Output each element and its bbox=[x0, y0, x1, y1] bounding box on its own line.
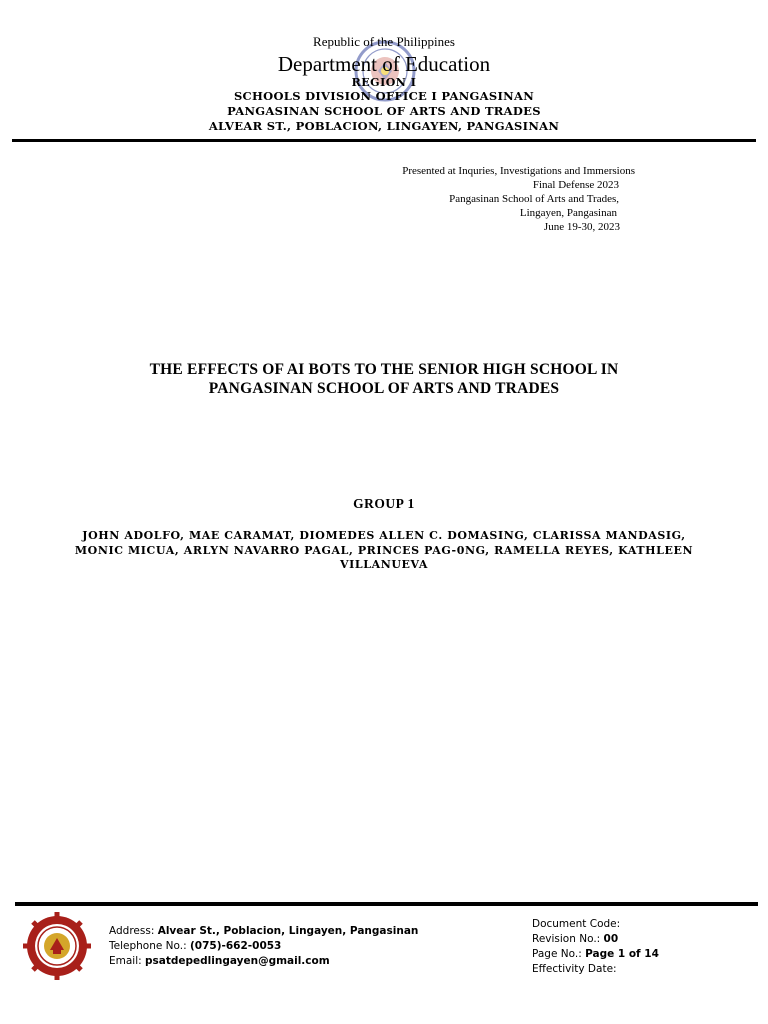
authors-line-2: MONIC MICUA, ARLYN NAVARRO PAGAL, PRINCES PAG-0NG, RAMELLA REYES, KATHLEEN bbox=[74, 543, 694, 557]
footer-address bbox=[109, 924, 418, 939]
revision-value: 00 bbox=[603, 933, 619, 945]
address-label: Address: bbox=[109, 925, 158, 937]
document-code-label: Document Code: bbox=[532, 918, 621, 930]
revision-row bbox=[532, 932, 659, 947]
division-label: SCHOOLS DIVISION OFFICE I PANGASINAN bbox=[233, 89, 535, 103]
footer-divider bbox=[15, 902, 758, 906]
title-line-1: THE EFFECTS OF AI BOTS TO THE SENIOR HIGH SCHOOL IN bbox=[149, 361, 619, 378]
effectivity-label: Effectivity Date: bbox=[532, 963, 617, 975]
address-value: Alvear St., Poblacion, Lingayen, Pangasinan bbox=[157, 925, 419, 937]
telephone-label: Telephone No.: bbox=[109, 940, 190, 952]
republic-label: Republic of the Philippines bbox=[313, 34, 455, 49]
header-divider bbox=[12, 139, 756, 142]
presented-block bbox=[300, 164, 635, 234]
school-label: PANGASINAN SCHOOL OF ARTS AND TRADES bbox=[227, 104, 541, 118]
authors-line-3: VILLANUEVA bbox=[340, 558, 428, 571]
group-label: GROUP 1 bbox=[353, 496, 415, 511]
page-value: Page 1 of 14 bbox=[585, 948, 659, 960]
page-row bbox=[532, 947, 659, 962]
title-line-2: PANGASINAN SCHOOL OF ARTS AND TRADES bbox=[208, 380, 560, 397]
school-logo-icon bbox=[23, 912, 91, 980]
presented-line-5: June 19-30, 2023 bbox=[543, 221, 620, 233]
email-value: psatdepedlingayen@gmail.com bbox=[145, 955, 330, 967]
school-address-label: ALVEAR ST., POBLACION, LINGAYEN, PANGASINAN bbox=[208, 119, 560, 133]
footer-email bbox=[109, 954, 418, 969]
authors-line-1: JOHN ADOLFO, MAE CARAMAT, DIOMEDES ALLEN C. DOMASING, CLARISSA MANDASIG, bbox=[82, 529, 686, 542]
footer-contact bbox=[109, 924, 418, 969]
presented-line-3: Pangasinan School of Arts and Trades, bbox=[449, 193, 619, 205]
authors-list bbox=[70, 529, 698, 573]
department-title: Department of Education bbox=[277, 52, 491, 76]
presented-line-1: Presented at Inquries, Investigations and Immersions bbox=[402, 165, 635, 177]
paper-title bbox=[0, 360, 768, 398]
presented-line-4: Lingayen, Pangasinan bbox=[519, 207, 617, 219]
region-label: REGION I bbox=[351, 76, 417, 89]
presented-line-2: Final Defense 2023 bbox=[532, 179, 619, 191]
page-label: Page No.: bbox=[532, 948, 586, 960]
footer-document-info bbox=[532, 917, 659, 977]
revision-label: Revision No.: bbox=[532, 933, 604, 945]
email-label: Email: bbox=[109, 955, 146, 967]
footer-telephone bbox=[109, 939, 418, 954]
telephone-value: (075)-662-0053 bbox=[189, 940, 282, 952]
